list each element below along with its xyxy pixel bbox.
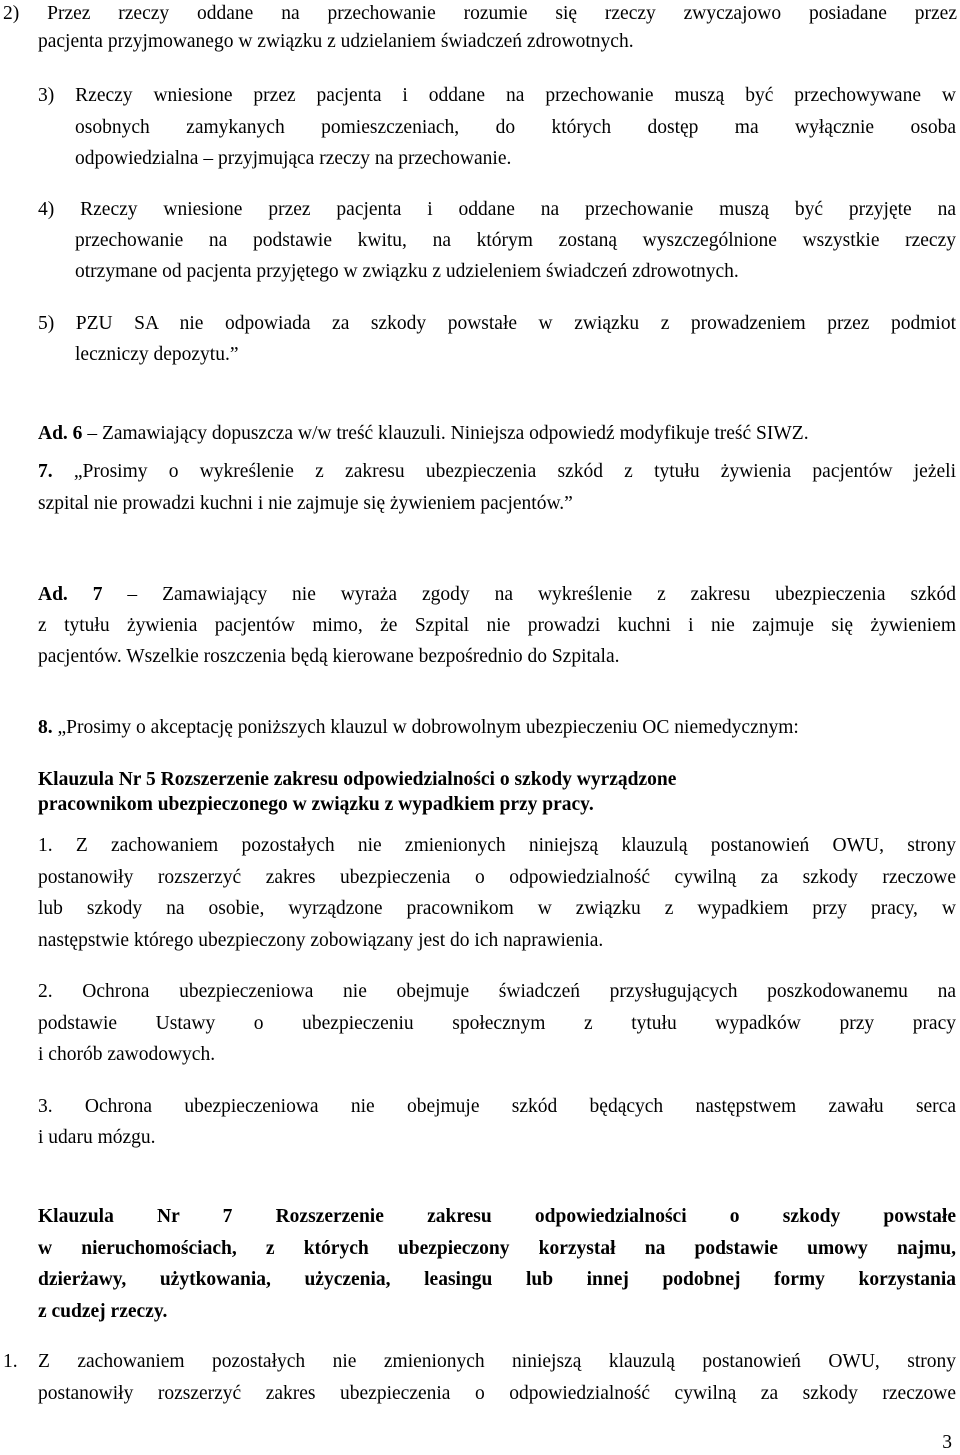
- ad-6-text: – Zamawiający dopuszcza w/w treść klauzuli. Niniejsza odpowiedź modyfikuje treść SIWZ.: [82, 423, 809, 444]
- clause-7-point-1-number: 1.: [3, 1351, 18, 1372]
- ad-7-line-3: pacjentów. Wszelkie roszczenia będą kierowane bezpośrednio do Szpitala.: [38, 646, 620, 667]
- question-7-line-2: szpital nie prowadzi kuchni i nie zajmuje się żywieniem pacjentów.”: [38, 493, 573, 514]
- item-4-line-1: 4) Rzeczy wniesione przez pacjenta i oddane na przechowanie muszą być przyjęte na: [38, 199, 956, 220]
- ad-7-line-2: z tytułu żywienia pacjentów mimo, że Szpital nie prowadzi kuchni i nie zajmuje się żywieniem: [38, 615, 956, 636]
- clause-7-point-1-line-1: Z zachowaniem pozostałych nie zmienionych niniejszą klauzulą postanowień OWU, strony: [38, 1351, 956, 1372]
- clause-5-title-line-2: pracownikom ubezpieczonego w związku z wypadkiem przy pracy.: [38, 794, 594, 815]
- ad-7-lead: Ad. 7: [38, 584, 103, 605]
- item-3-line-3: odpowiedzialna – przyjmująca rzeczy na przechowanie.: [75, 148, 512, 169]
- clause-7-title-line-4: z cudzej rzeczy.: [38, 1301, 168, 1322]
- ad-6-lead: Ad. 6: [38, 423, 83, 444]
- item-2-line-2: pacjenta przyjmowanego w związku z udzielaniem świadczeń zdrowotnych.: [38, 31, 634, 52]
- clause-5-point-2-line-1: 2. Ochrona ubezpieczeniowa nie obejmuje świadczeń przysługujących poszkodowanemu na: [38, 981, 956, 1002]
- clause-5-point-3-line-1: 3. Ochrona ubezpieczeniowa nie obejmuje szkód będących następstwem zawału serca: [38, 1096, 956, 1117]
- clause-7-title-line-3: dzierżawy, użytkowania, użyczenia, leasingu lub innej podobnej formy korzystania: [38, 1269, 956, 1290]
- clause-5-point-2-line-3: i chorób zawodowych.: [38, 1044, 216, 1065]
- question-7-text: „Prosimy o wykreślenie z zakresu ubezpieczenia szkód z tytułu żywienia pacjentów jeżeli: [52, 461, 956, 482]
- page-number: 3: [942, 1432, 952, 1453]
- item-3-line-2: osobnych zamykanych pomieszczeniach, do których dostęp ma wyłącznie osoba: [75, 117, 956, 138]
- clause-5-point-1-line-1: 1. Z zachowaniem pozostałych nie zmienionych niniejszą klauzulą postanowień OWU, strony: [38, 835, 956, 856]
- ad-7-line-1: [38, 583, 956, 607]
- ad-6-paragraph: [38, 422, 809, 446]
- clause-5-title-line-1: Klauzula Nr 5 Rozszerzenie zakresu odpowiedzialności o szkody wyrządzone: [38, 769, 677, 790]
- clause-5-point-1-line-2: postanowiły rozszerzyć zakres ubezpieczenia o odpowiedzialność cywilną za szkody rzeczowe: [38, 867, 956, 888]
- item-3-line-1: 3) Rzeczy wniesione przez pacjenta i oddane na przechowanie muszą być przechowywane w: [38, 85, 956, 106]
- item-4-line-3: otrzymane od pacjenta przyjętego w związku z udzieleniem świadczeń zdrowotnych.: [75, 261, 739, 282]
- clause-5-point-3-line-2: i udaru mózgu.: [38, 1127, 156, 1148]
- question-8-text: „Prosimy o akceptację poniższych klauzul w dobrowolnym ubezpieczeniu OC niemedycznym:: [52, 717, 799, 738]
- clause-7-point-1-line-2: postanowiły rozszerzyć zakres ubezpieczenia o odpowiedzialność cywilną za szkody rzeczowe: [38, 1383, 956, 1404]
- clause-5-point-1-line-4: następstwie którego ubezpieczony zobowiązany jest do ich naprawienia.: [38, 930, 604, 951]
- item-5-line-1: 5) PZU SA nie odpowiada za szkody powstałe w związku z prowadzeniem przez podmiot: [38, 313, 956, 334]
- question-7-line-1: [38, 460, 956, 484]
- question-8-number: 8.: [38, 717, 53, 738]
- clause-5-point-2-line-2: podstawie Ustawy o ubezpieczeniu społecznym z tytułu wypadków przy pracy: [38, 1013, 956, 1034]
- question-7-number: 7.: [38, 461, 53, 482]
- ad-7-text: – Zamawiający nie wyraża zgody na wykreślenie z zakresu ubezpieczenia szkód: [102, 584, 956, 605]
- clause-7-title-line-2: w nieruchomościach, z których ubezpieczony korzystał na podstawie umowy najmu,: [38, 1238, 956, 1259]
- clause-5-point-1-line-3: lub szkody na osobie, wyrządzone pracownikom w związku z wypadkiem przy pracy, w: [38, 898, 956, 919]
- item-5-line-2: leczniczy depozytu.”: [75, 344, 239, 365]
- item-4-line-2: przechowanie na podstawie kwitu, na którym zostaną wyszczególnione wszystkie rzeczy: [75, 230, 956, 251]
- question-8-paragraph: [38, 716, 799, 740]
- item-2-line-1: 2) Przez rzeczy oddane na przechowanie rozumie się rzeczy zwyczajowo posiadane przez: [3, 3, 957, 24]
- clause-7-title-line-1: Klauzula Nr 7 Rozszerzenie zakresu odpowiedzialności o szkody powstałe: [38, 1206, 956, 1227]
